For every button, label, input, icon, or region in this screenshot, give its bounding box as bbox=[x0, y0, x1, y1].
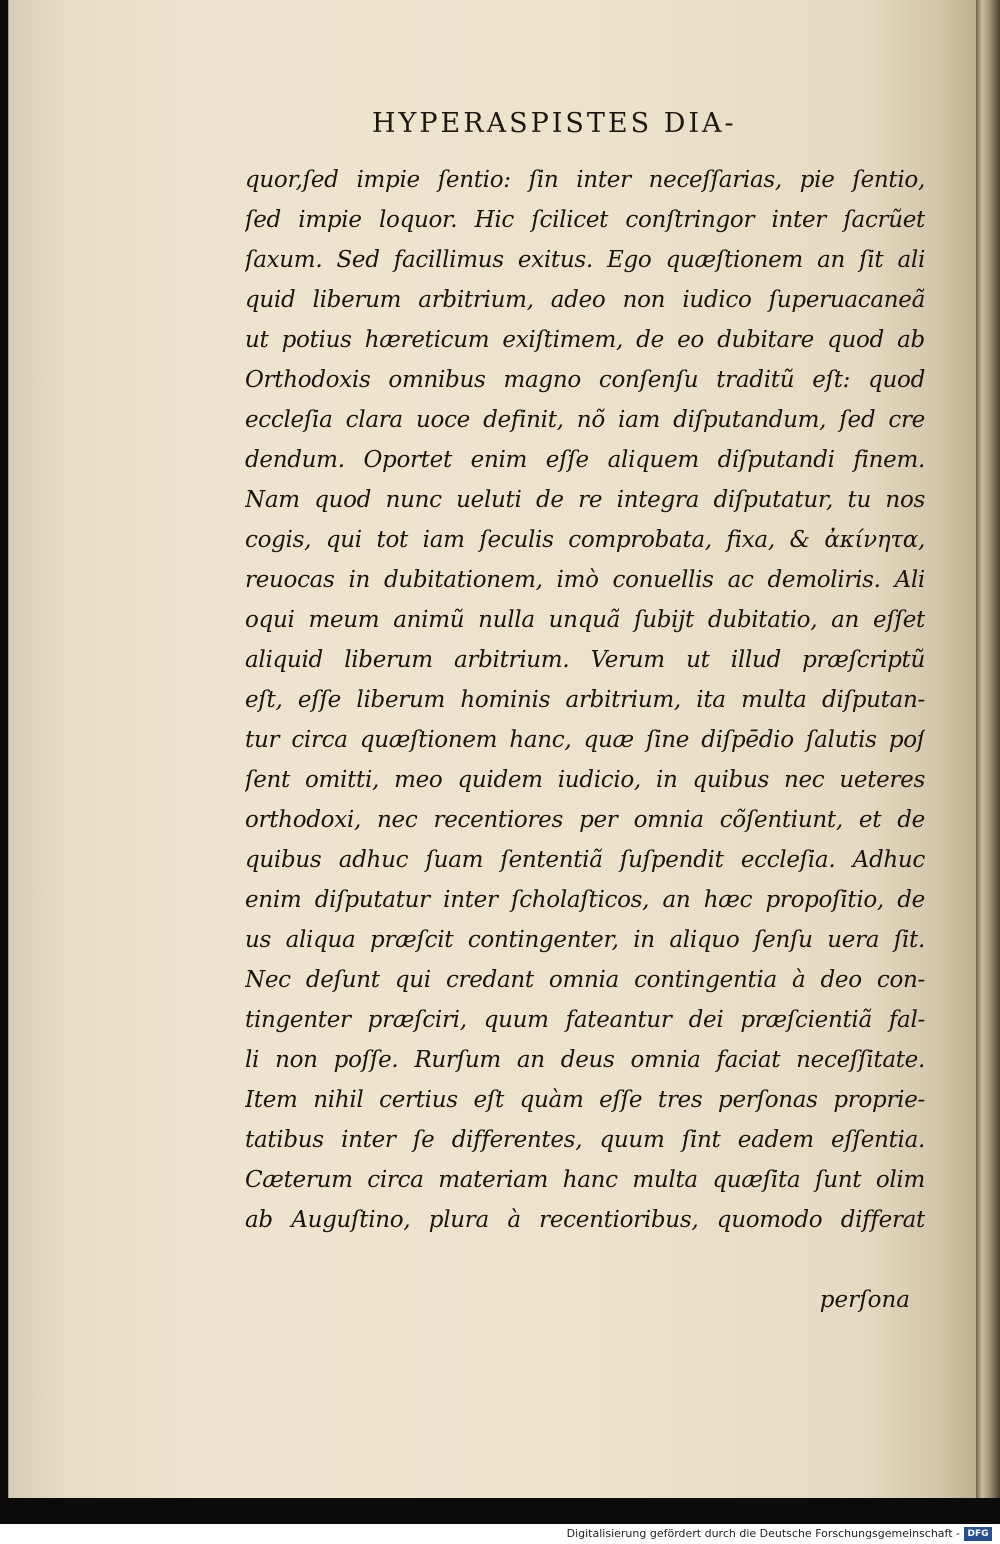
text-line: li non poſſe. Rurſum an deus omnia faciat neceſſitate. bbox=[245, 1047, 925, 1073]
text-line: oqui meum animũ nulla unquã ſubijt dubitatio, an eſſet bbox=[245, 607, 925, 633]
text-line: quid liberum arbitrium, adeo non iudico ſuperuacaneã bbox=[245, 287, 925, 313]
text-line: tatibus inter ſe differentes, quum ſint eadem eſſentia. bbox=[245, 1127, 925, 1153]
text-line: us aliqua præſcit contingenter, in aliquo ſenſu uera ſit. bbox=[245, 927, 925, 953]
text-line: dendum. Oportet enim eſſe aliquem diſputandi finem. bbox=[245, 447, 925, 473]
text-line: quor,ſed impie ſentio: ſin inter neceſſarias, pie ſentio, bbox=[245, 167, 925, 193]
text-line: enim diſputatur inter ſcholaſticos, an hæc propoſitio, de bbox=[245, 887, 925, 913]
text-line: cogis, qui tot iam ſeculis comprobata, fixa, & ἀκίνητα, bbox=[245, 527, 925, 553]
footer-strip bbox=[0, 1524, 1000, 1544]
text-line: ſed impie loquor. Hic ſcilicet conſtringor inter ſacrũet bbox=[245, 207, 925, 233]
text-line: reuocas in dubitationem, imò conuellis ac demoliris. Ali bbox=[245, 567, 925, 593]
text-line: Cæterum circa materiam hanc multa quæſita ſunt olim bbox=[245, 1167, 925, 1193]
text-line: Nam quod nunc ueluti de re integra diſputatur, tu nos bbox=[245, 487, 925, 513]
text-line: aliquid liberum arbitrium. Verum ut illud præſcriptũ bbox=[245, 647, 925, 673]
catchword: perſona bbox=[819, 1287, 910, 1313]
text-line: eccleſia clara uoce definit, nõ iam diſputandum, ſed cre bbox=[245, 407, 925, 433]
footer-credit: Digitalisierung gefördert durch die Deutsche Forschungsgemeinschaft - bbox=[566, 1527, 960, 1540]
text-line: ſaxum. Sed facillimus exitus. Ego quæſtionem an ſit ali bbox=[245, 247, 925, 273]
text-line: tur circa quæſtionem hanc, quæ ſine diſpēdio ſalutis poſ bbox=[245, 727, 925, 753]
text-line: ſent omitti, meo quidem iudicio, in quibus nec ueteres bbox=[245, 767, 925, 793]
running-head: HYPERASPISTES DIA- bbox=[372, 108, 737, 139]
page-edge bbox=[976, 0, 1000, 1498]
text-line: tingenter præſciri, quum fateantur dei præſcientiã fal- bbox=[245, 1007, 925, 1033]
dfg-logo: DFG bbox=[964, 1527, 992, 1541]
text-line: Item nihil certius eſt quàm eſſe tres perſonas proprie- bbox=[245, 1087, 925, 1113]
body-text bbox=[245, 160, 925, 1240]
text-line: Orthodoxis omnibus magno conſenſu traditũ eſt: quod bbox=[245, 367, 925, 393]
text-line: orthodoxi, nec recentiores per omnia cõſentiunt, et de bbox=[245, 807, 925, 833]
text-line: quibus adhuc ſuam ſententiã ſuſpendit eccleſia. Adhuc bbox=[245, 847, 925, 873]
text-line: ut potius hæreticum exiſtimem, de eo dubitare quod ab bbox=[245, 327, 925, 353]
text-line: ab Auguſtino, plura à recentioribus, quomodo differat bbox=[245, 1207, 925, 1233]
text-line: eſt, eſſe liberum hominis arbitrium, ita multa diſputan- bbox=[245, 687, 925, 713]
text-line: Nec deſunt qui credant omnia contingentia à deo con- bbox=[245, 967, 925, 993]
